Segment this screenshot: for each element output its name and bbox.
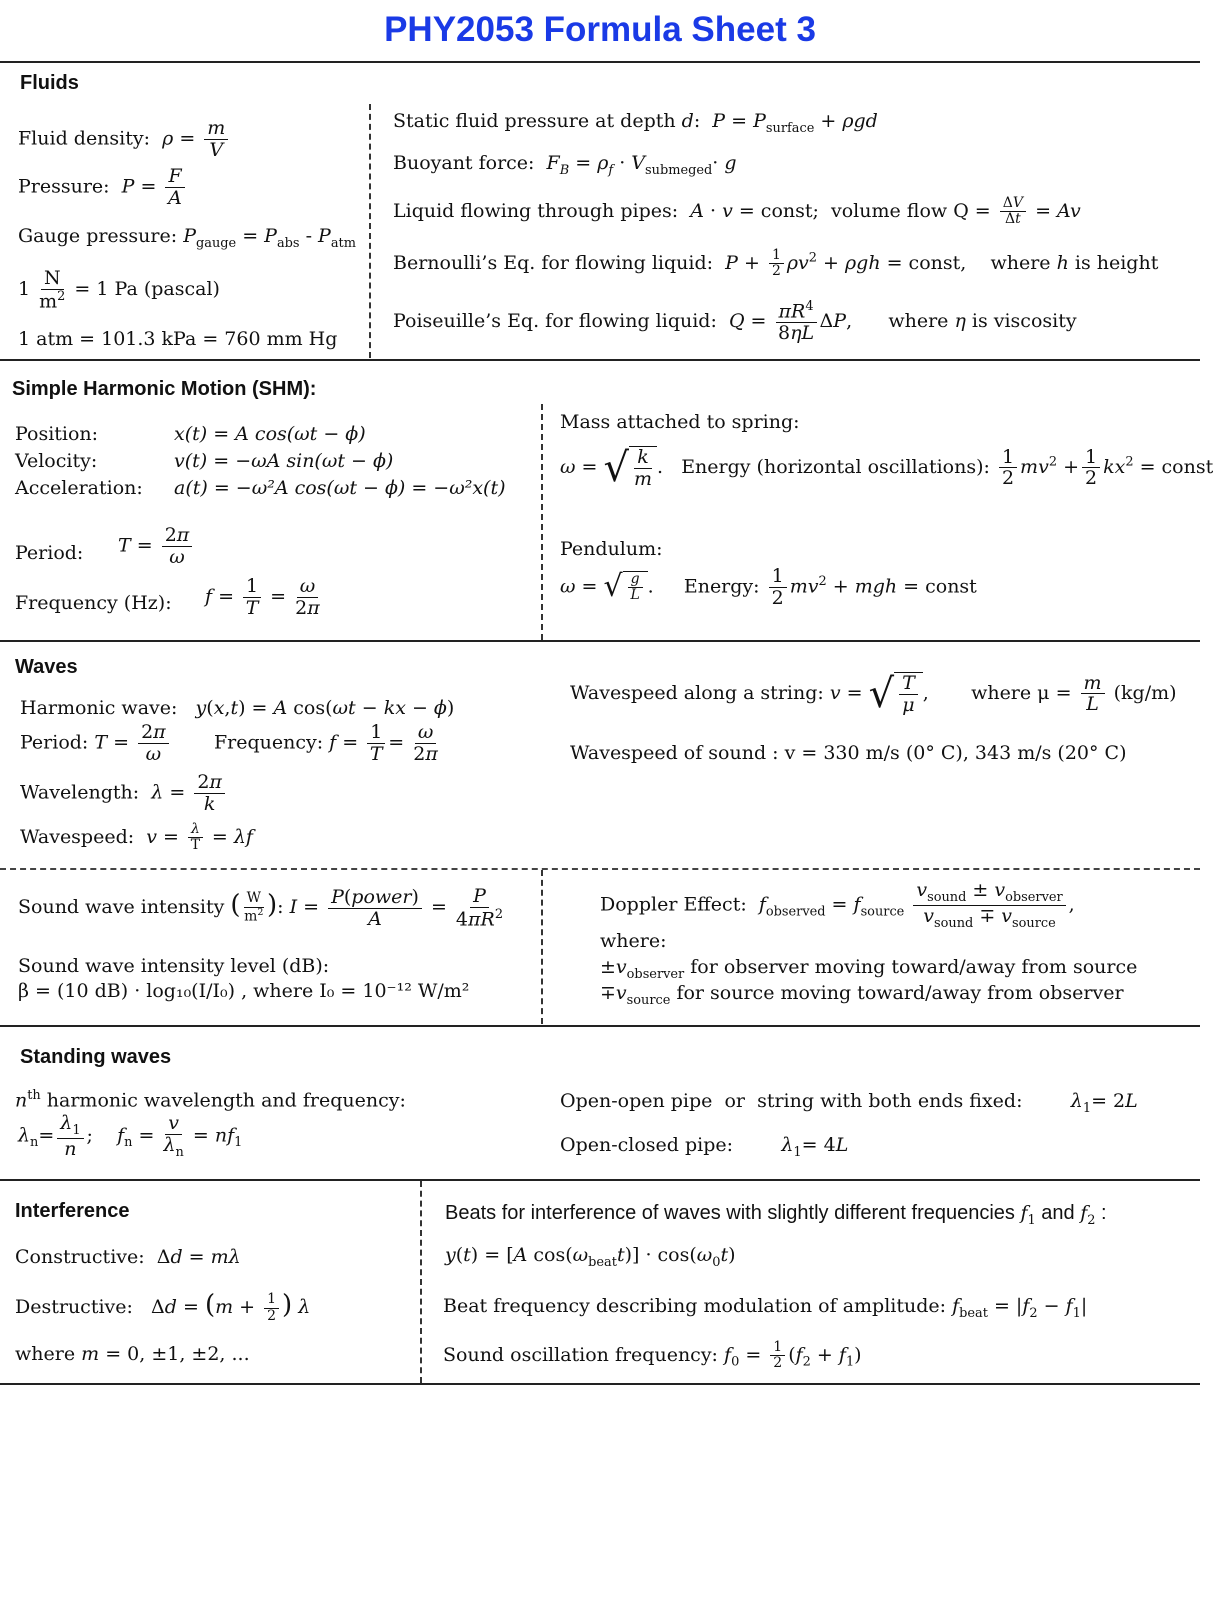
string-wavespeed: Wavespeed along a string: v = √ $\frac{T}{\mu}$ , where μ = $\frac{m}{L}$ (kg/m) — [570, 670, 1177, 717]
bernoulli: Bernoulli’s Eq. for flowing liquid: P + $\frac{1}{2}$ $\rho v^2 + \rho gh$ = const, where h is height — [393, 247, 1159, 280]
gauge-pressure: Gauge pressure: $P_{gauge} = P_{abs} - P_{atm}$ — [18, 225, 356, 251]
where-m: where m = 0, ±1, ±2, ... — [15, 1343, 250, 1365]
doppler-source: $\mp v_{source}$ for source moving toward/away from observer — [600, 982, 1124, 1008]
wavespeed: Wavespeed: v = $\frac{\lambda}{T}$ = λf — [20, 821, 253, 854]
sound-intensity: Sound wave intensity ( $\frac{W}{m^2}$ ): I = $\frac{\text{P(power)}}{A}$ = $\frac{P}{4\pi R^2}$ — [18, 885, 504, 931]
position-eq: x(t) = A cos(ωt − ϕ) — [174, 423, 366, 445]
shm-header: Simple Harmonic Motion (SHM): — [12, 378, 317, 400]
pipe-flow: Liquid flowing through pipes: A · v = const; volume flow Q = $\frac{\Delta V}{\Delta t}$ = Av — [393, 195, 1081, 228]
nth-harmonic: $n^{th}$ harmonic wavelength and frequency: — [15, 1088, 406, 1112]
pendulum-eq: ω = √ $\frac{g}{L}$ . Energy: $\frac{1}{2}$ $mv^2$ + mgh = const — [560, 565, 977, 609]
standing-header: Standing waves — [20, 1046, 172, 1068]
pascal-def: 1 $\frac{N}{m^2}$ = 1 Pa (pascal) — [18, 267, 220, 313]
poiseuille: Poiseuille’s Eq. for flowing liquid: Q = $\frac{\pi R^4}{8\eta L}$ ΔP, where η is viscosity — [393, 299, 1077, 345]
doppler-where: where: — [600, 930, 667, 952]
pressure: Pressure: P = $\frac{F}{A}$ — [18, 166, 188, 209]
frequency-eq: f = $\frac{1}{T}$ = $\frac{\omega}{2\pi}$ — [205, 575, 320, 619]
fluids-header: Fluids — [20, 72, 79, 94]
spring-label: Mass attached to spring: — [560, 411, 800, 433]
position-label: Position: — [15, 423, 99, 445]
harmonic-wave: Harmonic wave: y(x,t) = A cos(ωt − kx − ϕ) — [20, 697, 455, 719]
period-eq: T = $\frac{2\pi}{\omega}$ — [118, 525, 195, 568]
interference-bottom-rule — [0, 1383, 1200, 1385]
shm-bottom-rule — [0, 640, 1200, 642]
acceleration-label: Acceleration: — [15, 477, 143, 499]
pendulum-label: Pendulum: — [560, 538, 663, 560]
doppler-observer: $\pm v_{observer}$ for observer moving toward/away from source — [600, 956, 1138, 982]
standing-eq: $\lambda_n=$ $\frac{\lambda_1}{n}$ ; $f_n$ = $\frac{v}{\lambda_n}$ = $nf_1$ — [18, 1112, 243, 1160]
frequency-label: Frequency (Hz): — [15, 592, 172, 614]
doppler-effect: Doppler Effect: $f_{observed} = f_{source}$ $\frac{v_{sound} \pm v_{observer}}{v_{sound} \mp v_{source}}$ , — [600, 879, 1075, 931]
beat-frequency: Beat frequency describing modulation of amplitude: $f_{beat} = |f_2 - f_1|$ — [443, 1295, 1088, 1321]
beats-eq: y(t) = [A $\cos(\omega_{beat}t)] \cdot \cos(\omega_0t)$ — [445, 1244, 736, 1270]
waves-header: Waves — [15, 656, 78, 678]
waves-dashed-rule — [0, 868, 1200, 870]
period-label: Period: — [15, 542, 84, 564]
page-title: PHY2053 Formula Sheet 3 — [384, 10, 816, 49]
fluid-density: Fluid density: ρ = $\frac{m}{V}$ — [18, 118, 231, 161]
atm-def: 1 atm = 101.3 kPa = 760 mm Hg — [18, 328, 338, 350]
intensity-level-label: Sound wave intensity level (dB): — [18, 955, 330, 977]
shm-divider — [541, 404, 543, 640]
intensity-level-eq: β = (10 dB) · log₁₀(I/I₀) , where I₀ = 10⁻¹² W/m² — [18, 980, 470, 1002]
spring-eq: ω = √ $\frac{k}{m}$ . Energy (horizontal oscillations): $\frac{1}{2}$ $mv^2$ + $\frac{1}{2}$ $kx^2$ = const — [560, 444, 1213, 491]
interference-divider — [420, 1181, 422, 1383]
destructive: Destructive: Δd = (m + $\frac{1}{2}$ ) λ — [15, 1290, 311, 1324]
interference-header: Interference — [15, 1200, 130, 1222]
wavelength: Wavelength: λ = $\frac{2\pi}{k}$ — [20, 772, 228, 815]
waves-divider — [541, 870, 543, 1024]
open-open-pipe: Open-open pipe or string with both ends fixed: $\lambda_1= 2L$ — [560, 1090, 1138, 1116]
standing-bottom-rule — [0, 1179, 1200, 1181]
static-pressure: Static fluid pressure at depth d: $P = P_{surface} + \rho gd$ — [393, 110, 878, 136]
title-divider — [0, 61, 1200, 63]
velocity-label: Velocity: — [15, 450, 98, 472]
acceleration-eq: a(t) = −ω²A cos(ωt − ϕ) = −ω²x(t) — [174, 477, 506, 499]
sound-wavespeed: Wavespeed of sound : v = 330 m/s (0° C), 343 m/s (20° C) — [570, 742, 1127, 764]
waves-bottom-rule — [0, 1025, 1200, 1027]
fluids-bottom-rule — [0, 359, 1200, 361]
oscillation-frequency: Sound oscillation frequency: $f_0$ = $\frac{1}{2}$ $(f_2 + f_1)$ — [443, 1339, 862, 1372]
velocity-eq: v(t) = −ωA sin(ωt − ϕ) — [174, 450, 394, 472]
constructive: Constructive: Δd = mλ — [15, 1246, 241, 1268]
fluids-divider — [369, 104, 371, 358]
open-closed-pipe: Open-closed pipe: $\lambda_1= 4L$ — [560, 1134, 849, 1160]
beats-header: Beats for interference of waves with slightly different frequencies $f_1$ and $f_2$ : — [445, 1202, 1107, 1228]
wave-period-frequency: Period: T = $\frac{2\pi}{\omega}$ Frequency: f = $\frac{1}{T}$ = $\frac{\omega}{2\pi}$ — [20, 721, 438, 765]
buoyant-force: Buoyant force: $F_B = \rho_f \cdot V_{submeged}\cdot g$ — [393, 152, 737, 178]
